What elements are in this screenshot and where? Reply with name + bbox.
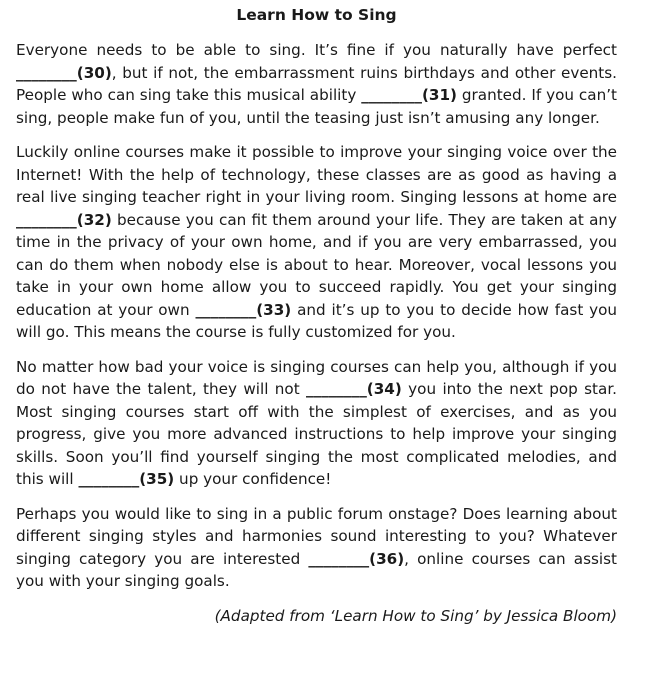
paragraph-text: you into the next pop star. Most singing courses start off with the simplest of exercises, and as you progress, give you more advanced instructions to help improve your singing skills. Soon you’ll find yourself singing the most complicated melodies, and this will (16, 380, 617, 488)
paragraph-text: , but if not, the embarrassment ruins birthdays and other events. People who can sing take this musical ability (16, 63, 617, 104)
paragraph-2 (16, 141, 617, 344)
paragraph-3 (16, 356, 617, 491)
blank-35: ________(35) (78, 470, 175, 488)
blank-31: ________(31) (361, 86, 458, 104)
blank-30: ________(30) (16, 63, 112, 82)
paragraph-text: and it’s up to you to decide how fast you will go. This means the course is fully customized for you. (16, 300, 618, 341)
paragraph-text: Everyone needs to be able to sing. It’s fine if you naturally have perfect (16, 41, 617, 59)
paragraph-text: granted. If you can’t sing, people make fun of you, until the teasing just isn’t amusing any longer. (16, 86, 617, 127)
paragraph-text: , online courses can assist you with your singing goals. (16, 549, 618, 590)
blank-32: ________(32) (16, 210, 112, 229)
paragraph-4 (16, 503, 617, 593)
blank-34: ________(34) (306, 380, 402, 398)
paragraph-text: up your confidence! (174, 470, 332, 488)
paragraph-text: No matter how bad your voice is singing courses can help you, although if you do not have the talent, they will not (16, 357, 617, 398)
paragraph-text: Perhaps you would like to sing in a public forum onstage? Does learning about different singing styles and harmonies sound interesting to you? Whatever singing category you are interested (16, 504, 617, 568)
blank-33: ________(33) (195, 300, 292, 319)
blank-36: ________(36) (308, 549, 405, 568)
paragraph-text: Luckily online courses make it possible to improve your singing voice over the Internet! With the help of technology, these classes are as good as having a real live singing teacher right in your living room. Singing lessons at home are (16, 143, 617, 206)
source-citation: (Adapted from ‘Learn How to Sing’ by Jessica Bloom) (214, 606, 617, 625)
document-title: Learn How to Sing (236, 6, 397, 24)
paragraph-text: because you can fit them around your life. They are taken at any time in the privacy of your own home, and if you are very embarrassed, you can do them when nobody else is about to hear. Moreover, vocal lessons you take in your own home allow you to succeed rapidly. You get your singing education at your own (16, 210, 617, 319)
paragraph-1 (16, 39, 617, 129)
